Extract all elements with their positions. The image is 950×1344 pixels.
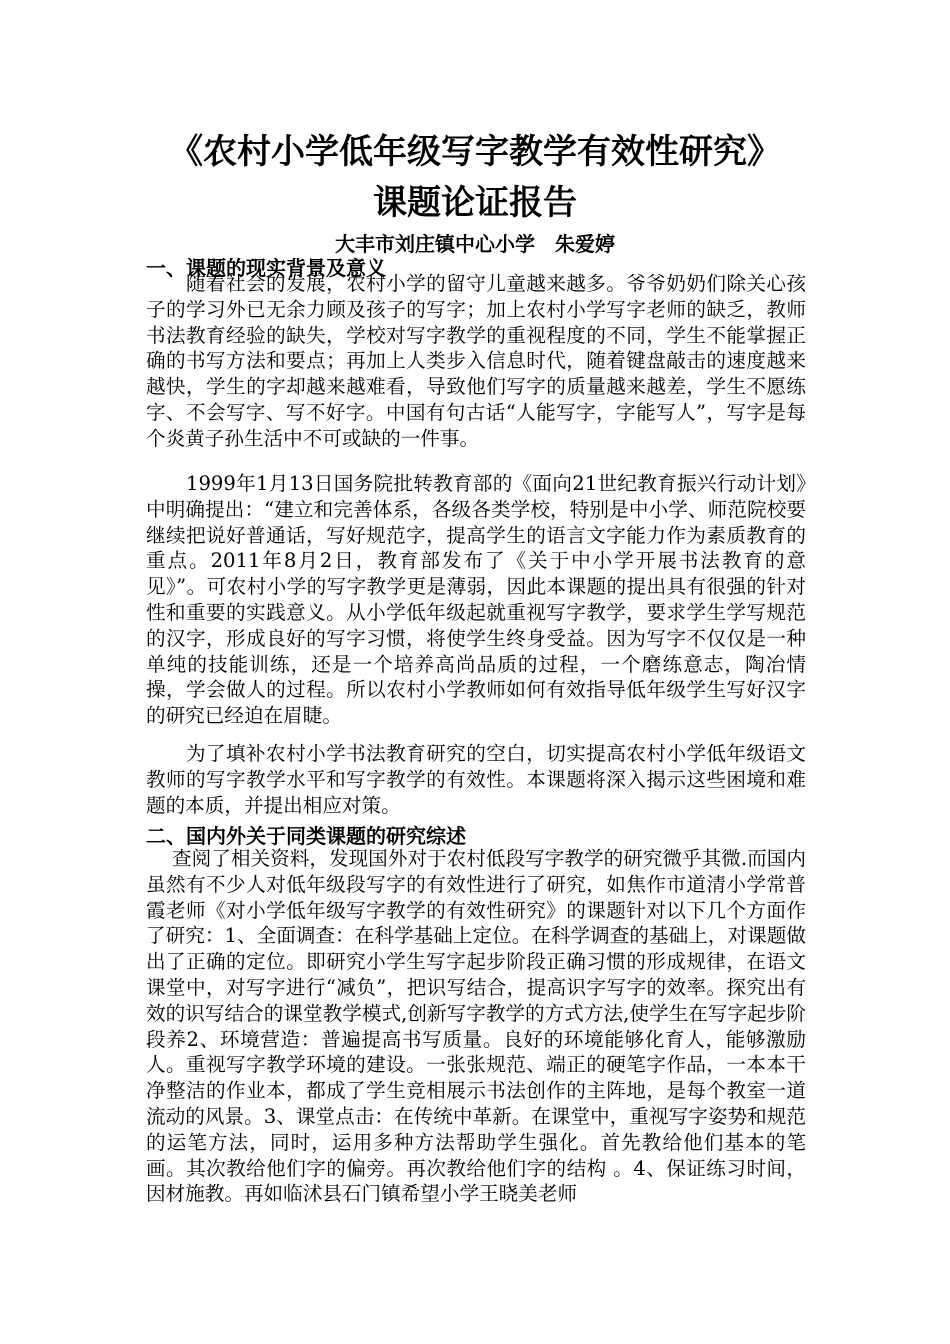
section1-paragraph-1: 随着社会的发展，农村小学的留守儿童越来越多。爷爷奶奶们除关心孩子的学习外已无余力顾及孩子的写字；加上农村小学写字老师的缺乏，教师书法教育经验的缺失，学校对写字教学的重视程度的不同，学生不能掌握正确的书写方法和要点；再加上人类步入信息时代，随着键盘敲击的速度越来越快，学生的字却越来越难看，导致他们写字的质量越来越差，学生不愿练字、不会写字、写不好字。中国有句古话“人能写字，字能写人”，写字是每个炎黄子孙生活中不可或缺的一件事。: [146, 272, 806, 450]
section1-paragraph-2: 1999年1月13日国务院批转教育部的《面向21世纪教育振兴行动计划》中明确提出：“建立和完善体系，各级各类学校，特别是中小学、师范院校要继续把说好普通话，写好规范字，提高学生的语言文字能力作为素质教育的重点。2011年8月2日，教育部发布了《关于中小学开展书法教育的意见》”。可农村小学的写字教学更是薄弱，因此本课题的提出具有很强的针对性和重要的实践意义。从小学低年级起就重视写字教学，要求学生学写规范的汉字，形成良好的写字习惯，将使学生终身受益。因为写字不仅仅是一种单纯的技能训练，还是一个培养高尚品质的过程，一个磨练意志，陶冶情操，学会做人的过程。所以农村小学教师如何有效指导低年级学生写好汉字的研究已经迫在眉睫。: [146, 472, 806, 728]
section1-heading: 一、课题的现实背景及意义: [146, 256, 386, 280]
section2-heading: 二、国内外关于同类课题的研究综述: [146, 824, 466, 848]
document-title-line1: 《农村小学低年级写字教学有效性研究》: [169, 132, 781, 172]
section2-paragraph-1: 查阅了相关资料，发现国外对于农村低段写字教学的研究微乎其微.而国内虽然有不少人对低年级段写字的有效性进行了研究，如焦作市道清小学常普霞老师《对小学低年级写字教学的有效性研究》的课题针对以下几个方面作了研究：1、全面调查：在科学基础上定位。在科学调查的基础上，对课题做出了正确的定位。即研究小学生写字起步阶段正确习惯的形成规律，在语文课堂中，对写字进行“减负”，把识写结合，提高识字写字的效率。探究出有效的识写结合的课堂教学模式,创新写字教学的方式方法,使学生在写字起步阶段养2、环境营造：普遍提高书写质量。良好的环境能够化育人，能够激励人。重视写字教学环境的建设。一张张规范、端正的硬笔字作品，一本本干净整洁的作业本，都成了学生竞相展示书法创作的主阵地，是每个教室一道流动的风景。3、课堂点击：在传统中革新。在课堂中，重视写字姿势和规范的运笔方法，同时，运用多种方法帮助学生强化。首先教给他们基本的笔画。其次教给他们字的偏旁。再次教给他们字的结构 。4、保证练习时间，因材施教。再如临沭县石门镇希望小学王晓美老师: [146, 847, 806, 1206]
document-title-line2: 课题论证报告: [373, 183, 577, 223]
section1-paragraph-3: 为了填补农村小学书法教育研究的空白，切实提高农村小学低年级语文教师的写字教学水平和写字教学的有效性。本课题将深入揭示这些困境和难题的本质，并提出相应对策。: [146, 742, 806, 817]
author-line: 大丰市刘庄镇中心小学 朱爱婷: [335, 232, 615, 256]
